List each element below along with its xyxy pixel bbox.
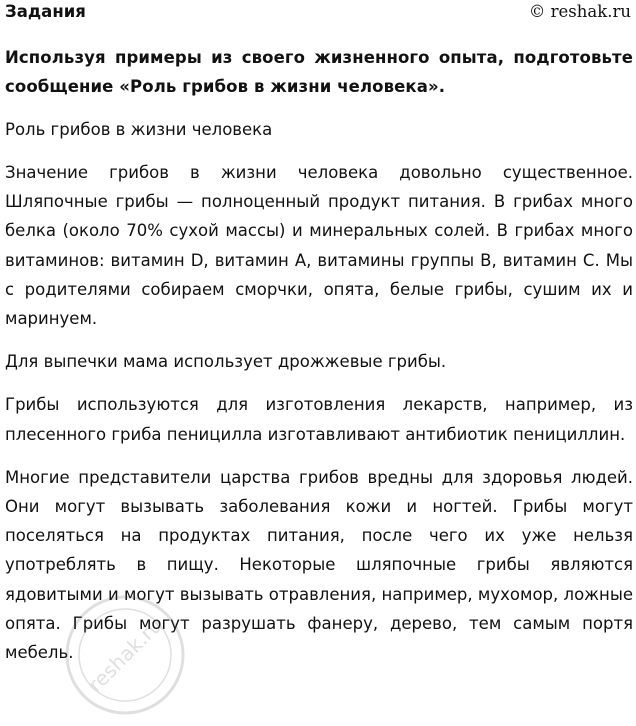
section-title: Задания <box>5 2 86 21</box>
paragraph-medicine: Грибы используются для изготовления лекарств, например, из плесенного гриба пеницилла изготавливают антибиотик пенициллин. <box>5 395 633 444</box>
essay-title: Роль грибов в жизни человека <box>5 120 273 139</box>
watermark-text: reshak.ru <box>83 613 167 697</box>
paragraph-nutrition: Значение грибов в жизни человека довольно существенное. Шляпочные грибы — полноценный продукт питания. В грибах много белка (около 70% сухой массы) и минеральных солей. В грибах много витаминов: витамин D, витамин А, витамины группы В, витамин С. Мы с родителями собираем сморчки, опята, белые грибы, сушим их и маринуем. <box>5 163 633 329</box>
site-credit[interactable]: © reshak.ru <box>528 2 631 21</box>
task-statement: Используя примеры из своего жизненного опыта, подготовьте сообщение «Роль грибов в жизни человека». <box>5 48 633 96</box>
paragraph-harm: Многие представители царства грибов вредны для здоровья людей. Они могут вызывать заболевания кожи и ногтей. Грибы могут поселяться на продуктах питания, после чего их уже нельзя употреблять в пищу. Некоторые шляпочные грибы являются ядовитыми и могут вызывать отравления, например, мухомор, ложные опята. Грибы могут разрушать фанеру, дерево, тем самым портя мебель. <box>5 467 633 663</box>
header <box>5 0 633 26</box>
paragraph-yeast: Для выпечки мама использует дрожжевые грибы. <box>5 352 447 372</box>
page <box>5 0 633 667</box>
